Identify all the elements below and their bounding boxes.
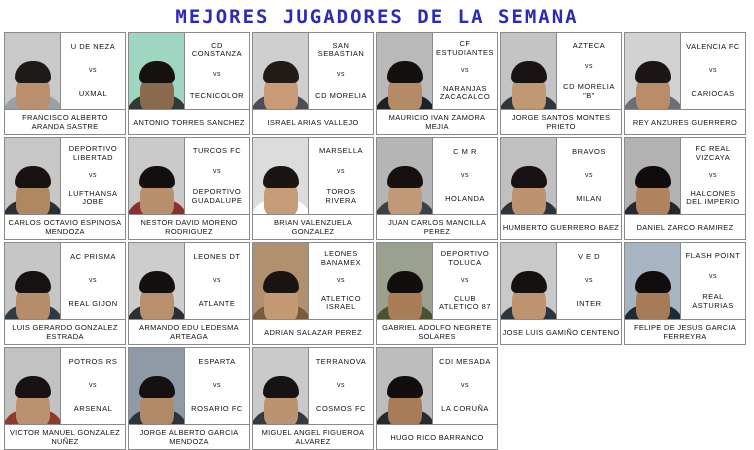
team-away: CLUB ATLETICO 87 (438, 293, 492, 312)
photo-hair (511, 271, 547, 293)
team-home: TURCOS FC (192, 145, 242, 155)
photo-hair (387, 61, 423, 83)
player-name: DANIEL ZARCO RAMIREZ (625, 214, 745, 239)
player-photo (5, 138, 61, 214)
team-home: VALENCIA FC (686, 42, 740, 52)
vs-label: vs (709, 171, 717, 179)
team-home: SAN SEBASTIAN (317, 40, 365, 59)
matchup (309, 243, 373, 319)
vs-label: vs (89, 276, 97, 284)
player-card[interactable] (500, 32, 622, 135)
photo-hair (511, 61, 547, 83)
team-away: LUFTHANSA JOBE (68, 188, 118, 207)
team-away: REAL GIJON (68, 299, 118, 309)
matchup (61, 243, 125, 319)
vs-label: vs (585, 171, 593, 179)
team-home: C M R (453, 147, 477, 157)
team-away: TOROS RIVERA (325, 187, 357, 205)
vs-label: vs (213, 71, 221, 79)
card-top (253, 243, 373, 319)
page-title: MEJORES JUGADORES DE LA SEMANA (175, 6, 579, 28)
player-card[interactable] (4, 32, 126, 135)
vs-label: vs (337, 167, 345, 175)
vs-label: vs (585, 62, 593, 70)
card-top (129, 348, 249, 424)
matchup (61, 348, 125, 424)
player-card[interactable] (376, 137, 498, 240)
matchup (557, 138, 621, 214)
photo-hair (387, 166, 423, 188)
vs-label: vs (709, 66, 717, 74)
team-home: U DE NEZA (70, 42, 116, 52)
player-photo (501, 243, 557, 319)
player-name: HUMBERTO GUERRERO BAEZ (501, 214, 621, 239)
player-name: BRIAN VALENZUELA GONZALEZ (253, 214, 373, 239)
player-card[interactable] (128, 242, 250, 345)
player-card[interactable] (624, 32, 746, 135)
player-name: MAURICIO IVAN ZAMORA MEJIA (377, 109, 497, 134)
player-card[interactable] (4, 347, 126, 450)
matchup (557, 243, 621, 319)
photo-hair (15, 376, 51, 398)
vs-label: vs (709, 272, 717, 280)
team-away: ATLETICO ISRAEL (320, 293, 362, 312)
player-card[interactable] (376, 242, 498, 345)
photo-hair (15, 61, 51, 83)
vs-label: vs (461, 276, 469, 284)
player-photo (625, 138, 681, 214)
player-card[interactable] (624, 137, 746, 240)
matchup (61, 33, 125, 109)
player-row (4, 347, 750, 450)
matchup (185, 138, 249, 214)
player-row (4, 242, 750, 345)
player-row (4, 32, 750, 135)
player-photo (501, 138, 557, 214)
vs-label: vs (337, 276, 345, 284)
matchup (61, 138, 125, 214)
team-home: FLASH POINT (685, 250, 741, 260)
vs-label: vs (337, 71, 345, 79)
team-away: COSMOS FC (316, 404, 366, 414)
player-name: FELIPE DE JESUS GARCIA FERREYRA (625, 319, 745, 344)
photo-hair (387, 376, 423, 398)
card-top (253, 348, 373, 424)
player-photo (377, 138, 433, 214)
team-home: DEPORTIVO TOLUCA (440, 249, 490, 267)
player-name: ARMANDO EDU LEDESMA ARTEAGA (129, 319, 249, 344)
team-away: LA CORUÑA (441, 404, 489, 414)
matchup (433, 243, 497, 319)
matchup (681, 243, 745, 319)
vs-label: vs (89, 66, 97, 74)
team-away: HOLANDA (445, 194, 485, 204)
card-top (377, 138, 497, 214)
team-home: CDI MESADA (439, 357, 491, 367)
team-away: INTER (576, 299, 602, 309)
team-home: POTROS RS (68, 357, 118, 367)
team-away: NARANJAS ZACACALCO (439, 83, 491, 102)
card-top (377, 348, 497, 424)
player-name: ADRIAN SALAZAR PEREZ (253, 319, 373, 344)
player-name: JORGE ALBERTO GARCIA MENDOZA (129, 424, 249, 449)
player-name: MIGUEL ANGEL FIGUEROA ALVAREZ (253, 424, 373, 449)
team-home: MARSELLA (318, 145, 364, 155)
team-home: ESPARTA (198, 357, 236, 367)
player-name: FRANCISCO ALBERTO ARANDA SASTRE (5, 109, 125, 134)
vs-label: vs (213, 381, 221, 389)
team-away: ATLANTE (198, 299, 236, 309)
photo-hair (263, 61, 299, 83)
player-card[interactable] (128, 32, 250, 135)
team-home: AC PRISMA (70, 252, 116, 262)
player-name: REY ANZURES GUERRERO (625, 109, 745, 134)
player-name: GABRIEL ADOLFO NEGRETE SOLARES (377, 319, 497, 344)
card-top (501, 138, 621, 214)
card-top (5, 348, 125, 424)
player-card[interactable] (252, 242, 374, 345)
player-card[interactable] (252, 137, 374, 240)
player-name: CARLOS OCTAVIO ESPINOSA MENDOZA (5, 214, 125, 239)
player-photo (377, 348, 433, 424)
team-away: ARSENAL (73, 404, 113, 414)
vs-label: vs (89, 381, 97, 389)
player-photo (377, 243, 433, 319)
photo-hair (635, 271, 671, 293)
matchup (433, 138, 497, 214)
player-card[interactable] (376, 347, 498, 450)
team-home: TERRANOVA (315, 357, 367, 367)
card-top (625, 138, 745, 214)
player-photo (129, 33, 185, 109)
card-top (253, 33, 373, 109)
team-home: LEONES BANAMEX (320, 249, 362, 267)
team-home: FC REAL VIZCAYA (695, 144, 731, 162)
team-home: V E D (577, 252, 601, 262)
player-card[interactable] (252, 32, 374, 135)
team-home: DEPORTIVO LIBERTAD (68, 144, 118, 162)
photo-hair (387, 271, 423, 293)
player-card[interactable] (624, 242, 746, 345)
photo-hair (635, 166, 671, 188)
player-card[interactable] (500, 137, 622, 240)
player-photo (5, 33, 61, 109)
team-home: AZTECA (572, 40, 606, 50)
vs-label: vs (213, 276, 221, 284)
player-photo (253, 138, 309, 214)
photo-hair (139, 61, 175, 83)
photo-hair (15, 271, 51, 293)
team-home: CF ESTUDIANTES (435, 39, 494, 57)
player-photo (625, 33, 681, 109)
photo-hair (139, 376, 175, 398)
card-top (625, 33, 745, 109)
team-away: UXMAL (78, 89, 108, 99)
vs-label: vs (461, 66, 469, 74)
player-photo (377, 33, 433, 109)
player-photo (253, 33, 309, 109)
player-name: ANTONIO TORRES SANCHEZ (129, 109, 249, 134)
team-away: ROSARIO FC (191, 404, 243, 414)
player-name: LUIS GERARDO GONZALEZ ESTRADA (5, 319, 125, 344)
player-photo (129, 348, 185, 424)
player-name: JORGE SANTOS MONTES PRIETO (501, 109, 621, 134)
player-name: JOSE LUIS GAMIÑO CENTENO (501, 319, 621, 344)
team-away: TECNICOLOR (189, 90, 245, 100)
photo-hair (139, 166, 175, 188)
photo-hair (635, 61, 671, 83)
matchup (309, 348, 373, 424)
photo-hair (139, 271, 175, 293)
team-away: CD MORELIA "B" (563, 82, 615, 100)
players-grid (0, 32, 754, 450)
matchup (681, 33, 745, 109)
photo-hair (263, 166, 299, 188)
matchup (185, 33, 249, 109)
vs-label: vs (461, 171, 469, 179)
player-card[interactable] (4, 137, 126, 240)
vs-label: vs (213, 167, 221, 175)
vs-label: vs (337, 381, 345, 389)
player-name: JUAN CARLOS MANCILLA PEREZ (377, 214, 497, 239)
player-name: HUGO RICO BARRANCO (377, 424, 497, 449)
vs-label: vs (89, 171, 97, 179)
player-card[interactable] (252, 347, 374, 450)
team-away: CD MORELIA (315, 90, 367, 100)
player-photo (253, 348, 309, 424)
card-top (377, 33, 497, 109)
matchup (185, 243, 249, 319)
card-top (129, 243, 249, 319)
card-top (5, 33, 125, 109)
player-photo (625, 243, 681, 319)
team-home: BRAVOS (572, 147, 606, 157)
team-home: CD CONSTANZA (191, 40, 243, 59)
player-card[interactable] (376, 32, 498, 135)
team-away: REAL ASTURIAS (692, 292, 734, 310)
photo-hair (263, 376, 299, 398)
player-photo (253, 243, 309, 319)
card-top (377, 243, 497, 319)
card-top (253, 138, 373, 214)
player-card[interactable] (4, 242, 126, 345)
matchup (309, 33, 373, 109)
team-away: CARIOCAS (691, 89, 735, 99)
player-name: NESTOR DAVID MORENO RODRIGUEZ (129, 214, 249, 239)
team-away: MILAN (576, 194, 602, 204)
card-top (625, 243, 745, 319)
card-top (129, 138, 249, 214)
card-top (129, 33, 249, 109)
player-photo (501, 33, 557, 109)
player-name: ISRAEL ARIAS VALLEJO (253, 109, 373, 134)
player-name: VICTOR MANUEL GONZALEZ NUÑEZ (5, 424, 125, 449)
photo-hair (263, 271, 299, 293)
vs-label: vs (585, 276, 593, 284)
player-photo (5, 348, 61, 424)
team-home: LEONES DT (193, 252, 241, 262)
photo-hair (15, 166, 51, 188)
team-away: DEPORTIVO GUADALUPE (191, 187, 243, 205)
matchup (433, 33, 497, 109)
matchup (681, 138, 745, 214)
player-card[interactable] (500, 242, 622, 345)
vs-label: vs (461, 381, 469, 389)
card-top (5, 138, 125, 214)
card-top (501, 33, 621, 109)
player-card[interactable] (128, 137, 250, 240)
player-photo (129, 138, 185, 214)
matchup (309, 138, 373, 214)
matchup (557, 33, 621, 109)
player-row (4, 137, 750, 240)
card-top (5, 243, 125, 319)
player-card[interactable] (128, 347, 250, 450)
photo-hair (511, 166, 547, 188)
team-away: HALCONES DEL IMPERIO (686, 188, 740, 207)
player-photo (5, 243, 61, 319)
matchup (185, 348, 249, 424)
player-photo (129, 243, 185, 319)
matchup (433, 348, 497, 424)
card-top (501, 243, 621, 319)
